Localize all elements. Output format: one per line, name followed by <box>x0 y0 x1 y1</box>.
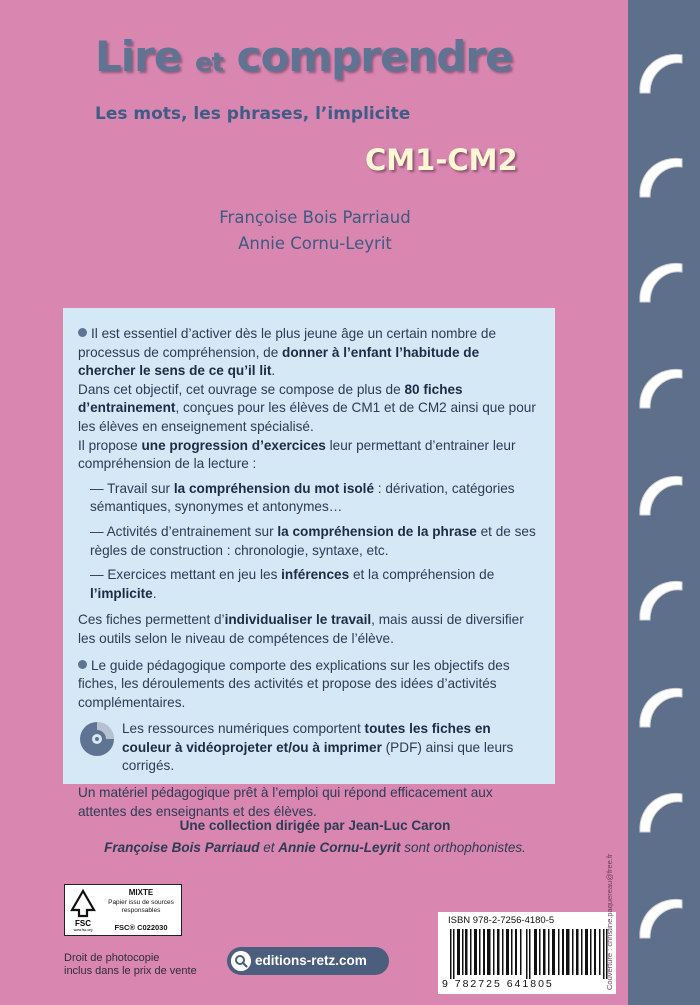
spiral-ring-icon <box>632 43 690 101</box>
barcode <box>438 912 616 994</box>
description-box <box>63 308 555 819</box>
digital-resources-row <box>78 720 539 776</box>
svg-text:www.fsc.org: www.fsc.org <box>73 928 93 932</box>
spiral-ring-icon <box>632 888 690 946</box>
spiral-ring-icon <box>632 465 690 523</box>
paragraph-conclusion: Un matériel pédagogique prêt à l’emploi qui répond efficacement aux attentes des enseignants et des élèves. <box>78 785 493 819</box>
paragraph-progression: Il propose une progression d’exercices leur permettant d’entrainer leur compréhension de la lecture : <box>78 437 516 472</box>
authors-profession: Françoise Bois Parriaud et Annie Cornu-Leyrit sont orthophonistes. <box>104 840 526 855</box>
paragraph-individualise: Ces fiches permettent d’individualiser le travail, mais aussi de diversifier les outils selon le niveau de compétences de l’élève. <box>78 612 524 646</box>
paragraph-objective: Dans cet objectif, cet ouvrage se compose de plus de 80 fiches d’entrainement, conçues pour les élèves de CM1 et de CM2 ainsi que pour les élèves en enseignement spécialisé. <box>78 381 536 434</box>
grade-level: CM1-CM2 <box>365 143 518 177</box>
fsc-mixte: MIXTE <box>128 888 154 897</box>
spiral-ring-icon <box>632 147 690 205</box>
cover-credit: Couverture : christine.paquereau@free.fr <box>605 853 614 990</box>
paragraph-intro: Il est essentiel d’activer dès le plus jeune âge un certain nombre de processus de compréhension, de donner à l’enfant l’habitude de chercher le sens de ce qu’il lit. <box>78 326 497 379</box>
barcode-number: 9 782725 641805 <box>442 978 554 990</box>
list-item-inference: — Exercices mettant en jeu les inférences et la compréhension de l’implicite. <box>90 567 495 601</box>
fsc-label <box>64 884 182 936</box>
photocopy-notice: Droit de photocopie inclus dans le prix de vente <box>64 952 197 977</box>
svg-text:FSC: FSC <box>75 919 91 928</box>
bullet-icon <box>78 328 87 337</box>
title-part-3: comprendre <box>236 32 513 81</box>
title-part-1: Lire <box>95 32 182 81</box>
cd-icon <box>78 720 116 758</box>
fsc-source: Papier issu de sources responsables <box>108 899 174 914</box>
book-title <box>95 32 513 81</box>
barcode-bars <box>450 929 608 979</box>
author-1: Françoise Bois Parriaud <box>219 208 411 227</box>
isbn: ISBN 978-2-7256-4180-5 <box>448 915 555 926</box>
collection-info <box>90 815 540 859</box>
book-subtitle: Les mots, les phrases, l’implicite <box>95 104 411 124</box>
fsc-code: FSC® C022030 <box>114 923 168 932</box>
spiral-ring-icon <box>632 358 690 416</box>
magnifier-icon <box>231 951 251 971</box>
website-link[interactable] <box>227 947 389 975</box>
fsc-tree-icon <box>68 888 98 932</box>
title-part-2: et <box>194 48 224 78</box>
collection-director: Une collection dirigée par Jean-Luc Caron <box>179 818 451 833</box>
paragraph-digital: Les ressources numériques comportent toutes les fiches en couleur à vidéoprojeter et/ou à imprimer (PDF) ainsi que leurs corrigés. <box>122 721 514 774</box>
website-text: editions-retz.com <box>255 953 367 968</box>
spiral-ring-icon <box>632 252 690 310</box>
bullet-icon <box>78 660 87 669</box>
spiral-ring-icon <box>632 677 690 735</box>
author-2: Annie Cornu-Leyrit <box>238 234 392 253</box>
list-item-sentence: — Activités d’entrainement sur la compréhension de la phrase et de ses règles de construction : chronologie, syntaxe, etc. <box>90 523 536 558</box>
paragraph-guide: Le guide pédagogique comporte des explications sur les objectifs des fiches, les déroulements des activités et propose des idées d’activités complémentaires. <box>78 657 510 710</box>
spiral-spine <box>628 0 700 1005</box>
list-item-word: — Travail sur la compréhension du mot isolé : dérivation, catégories sémantiques, synonymes et antonymes… <box>90 480 515 515</box>
spiral-ring-icon <box>632 570 690 628</box>
authors <box>180 205 450 257</box>
spiral-ring-icon <box>632 782 690 840</box>
